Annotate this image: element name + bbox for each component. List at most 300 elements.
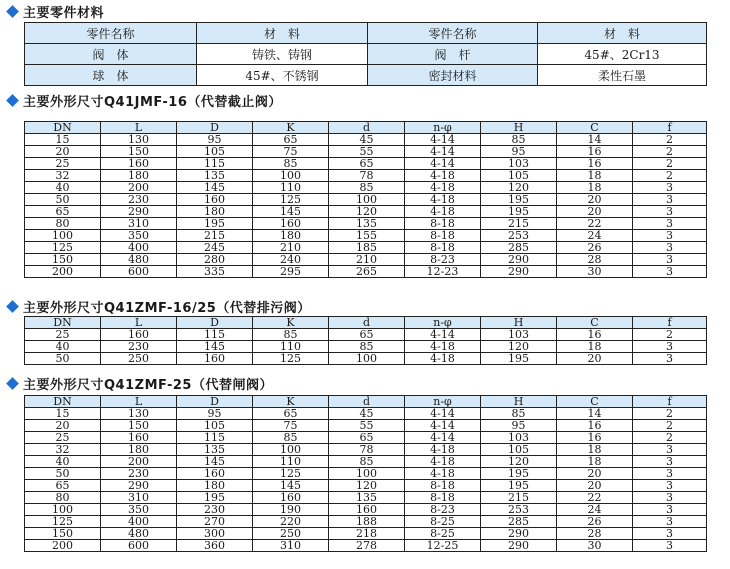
table-cell: 105 bbox=[481, 444, 557, 456]
materials-table bbox=[24, 22, 707, 86]
table-cell: 120 bbox=[481, 456, 557, 468]
table-cell: 160 bbox=[101, 158, 177, 170]
table-cell: 160 bbox=[101, 432, 177, 444]
header-cell: K bbox=[253, 317, 329, 329]
diamond-bullet-icon bbox=[6, 377, 19, 390]
table-row bbox=[25, 134, 707, 146]
table-cell: 16 bbox=[557, 432, 633, 444]
table-cell: 30 bbox=[557, 540, 633, 552]
table-cell: 110 bbox=[253, 456, 329, 468]
table-cell: 25 bbox=[25, 432, 101, 444]
table-row bbox=[25, 504, 707, 516]
table-cell: 400 bbox=[101, 516, 177, 528]
table-cell: 2 bbox=[633, 158, 707, 170]
table-row bbox=[25, 206, 707, 218]
header-cell: K bbox=[253, 122, 329, 134]
table-cell: 253 bbox=[481, 504, 557, 516]
table-cell: 50 bbox=[25, 353, 101, 365]
table-cell: 160 bbox=[177, 468, 253, 480]
table-cell: 14 bbox=[557, 408, 633, 420]
table-cell: 250 bbox=[101, 353, 177, 365]
table-cell: 95 bbox=[481, 146, 557, 158]
table-cell: 350 bbox=[101, 504, 177, 516]
header-cell: 零件名称 bbox=[25, 23, 197, 44]
table-cell: 4-14 bbox=[405, 408, 481, 420]
table-cell: 85 bbox=[481, 408, 557, 420]
header-cell: L bbox=[101, 317, 177, 329]
table-cell: 125 bbox=[25, 242, 101, 254]
table-cell: 200 bbox=[101, 182, 177, 194]
table-row bbox=[25, 182, 707, 194]
table-cell: 120 bbox=[481, 182, 557, 194]
table-cell: 32 bbox=[25, 170, 101, 182]
table-cell: 145 bbox=[177, 456, 253, 468]
table-cell: 55 bbox=[329, 146, 405, 158]
table-cell: 20 bbox=[557, 206, 633, 218]
q41jmf-title: 主要外形尺寸Q41JMF-16（代替截止阀） bbox=[23, 94, 282, 110]
table-cell: 215 bbox=[481, 218, 557, 230]
table-cell: 2 bbox=[633, 170, 707, 182]
header-cell: L bbox=[101, 122, 177, 134]
header-cell: D bbox=[177, 122, 253, 134]
table-cell: 100 bbox=[329, 468, 405, 480]
table-cell: 3 bbox=[633, 266, 707, 278]
header-cell: C bbox=[557, 317, 633, 329]
table-cell: 3 bbox=[633, 194, 707, 206]
table-cell: 135 bbox=[329, 492, 405, 504]
table-cell: 85 bbox=[329, 341, 405, 353]
q41jmf-heading bbox=[6, 91, 282, 109]
table-cell: 160 bbox=[101, 329, 177, 341]
table-cell: 290 bbox=[481, 254, 557, 266]
table-cell: 20 bbox=[557, 480, 633, 492]
table-cell: 160 bbox=[253, 492, 329, 504]
table-cell: 25 bbox=[25, 158, 101, 170]
table-cell: 125 bbox=[253, 353, 329, 365]
table-cell: 8-25 bbox=[405, 528, 481, 540]
table-cell: 195 bbox=[177, 218, 253, 230]
table-cell: 195 bbox=[481, 468, 557, 480]
table-cell: 105 bbox=[177, 146, 253, 158]
table-cell: 3 bbox=[633, 492, 707, 504]
table-cell: 115 bbox=[177, 432, 253, 444]
table-cell: 110 bbox=[253, 341, 329, 353]
table-cell: 阀 杆 bbox=[368, 44, 538, 65]
table-cell: 3 bbox=[633, 341, 707, 353]
table-cell: 85 bbox=[481, 134, 557, 146]
table-cell: 20 bbox=[25, 420, 101, 432]
table-header-row bbox=[25, 396, 707, 408]
table-cell: 210 bbox=[253, 242, 329, 254]
table-cell: 2 bbox=[633, 146, 707, 158]
table-cell: 103 bbox=[481, 432, 557, 444]
table-row bbox=[25, 158, 707, 170]
table-cell: 3 bbox=[633, 444, 707, 456]
table-cell: 310 bbox=[101, 492, 177, 504]
q41zmf-25-heading bbox=[6, 374, 273, 392]
table-cell: 135 bbox=[177, 444, 253, 456]
table-cell: 20 bbox=[557, 353, 633, 365]
table-cell: 85 bbox=[329, 456, 405, 468]
table-row bbox=[25, 408, 707, 420]
table-cell: 24 bbox=[557, 230, 633, 242]
table-cell: 100 bbox=[329, 353, 405, 365]
table-cell: 18 bbox=[557, 341, 633, 353]
table-row bbox=[25, 254, 707, 266]
table-cell: 285 bbox=[481, 516, 557, 528]
table-cell: 8-18 bbox=[405, 218, 481, 230]
table-cell: 145 bbox=[253, 480, 329, 492]
table-cell: 160 bbox=[329, 504, 405, 516]
table-cell: 16 bbox=[557, 420, 633, 432]
table-cell: 600 bbox=[101, 540, 177, 552]
table-cell: 8-25 bbox=[405, 516, 481, 528]
table-cell: 130 bbox=[101, 408, 177, 420]
header-cell: 材 料 bbox=[538, 23, 707, 44]
header-cell: f bbox=[633, 317, 707, 329]
header-cell: DN bbox=[25, 122, 101, 134]
table-cell: 290 bbox=[481, 540, 557, 552]
table-cell: 16 bbox=[557, 146, 633, 158]
table-cell: 2 bbox=[633, 134, 707, 146]
diamond-bullet-icon bbox=[6, 5, 19, 18]
table-cell: 3 bbox=[633, 182, 707, 194]
table-cell: 20 bbox=[557, 468, 633, 480]
table-cell: 65 bbox=[25, 480, 101, 492]
header-cell: D bbox=[177, 317, 253, 329]
table-cell: 40 bbox=[25, 456, 101, 468]
table-cell: 215 bbox=[481, 492, 557, 504]
table-cell: 柔性石墨 bbox=[538, 65, 707, 86]
header-cell: H bbox=[481, 317, 557, 329]
table-cell: 3 bbox=[633, 540, 707, 552]
table-cell: 4-18 bbox=[405, 206, 481, 218]
table-cell: 155 bbox=[329, 230, 405, 242]
table-cell: 28 bbox=[557, 254, 633, 266]
materials-heading bbox=[6, 2, 104, 20]
table-row bbox=[25, 341, 707, 353]
table-cell: 310 bbox=[253, 540, 329, 552]
table-cell: 200 bbox=[25, 540, 101, 552]
table-cell: 26 bbox=[557, 516, 633, 528]
header-cell: f bbox=[633, 122, 707, 134]
table-cell: 2 bbox=[633, 329, 707, 341]
table-cell: 270 bbox=[177, 516, 253, 528]
materials-title: 主要零件材料 bbox=[23, 5, 105, 21]
dimension-table-q41zmf-16-25 bbox=[24, 316, 707, 365]
table-cell: 100 bbox=[25, 230, 101, 242]
table-cell: 200 bbox=[101, 456, 177, 468]
table-cell: 8-18 bbox=[405, 230, 481, 242]
table-row bbox=[25, 266, 707, 278]
header-cell: C bbox=[557, 122, 633, 134]
table-cell: 12-23 bbox=[405, 266, 481, 278]
table-header-row bbox=[25, 317, 707, 329]
table-cell: 95 bbox=[177, 134, 253, 146]
table-cell: 65 bbox=[329, 432, 405, 444]
table-cell: 8-18 bbox=[405, 492, 481, 504]
table-cell: 125 bbox=[253, 468, 329, 480]
header-cell: n-φ bbox=[405, 122, 481, 134]
table-cell: 4-14 bbox=[405, 329, 481, 341]
header-cell: DN bbox=[25, 396, 101, 408]
table-cell: 80 bbox=[25, 492, 101, 504]
table-cell: 160 bbox=[177, 194, 253, 206]
table-cell: 3 bbox=[633, 353, 707, 365]
table-cell: 3 bbox=[633, 242, 707, 254]
table-cell: 195 bbox=[481, 194, 557, 206]
table-row bbox=[25, 353, 707, 365]
diamond-bullet-icon bbox=[6, 300, 19, 313]
table-cell: 28 bbox=[557, 528, 633, 540]
table-cell: 150 bbox=[25, 528, 101, 540]
table-cell: 3 bbox=[633, 516, 707, 528]
table-cell: 125 bbox=[253, 194, 329, 206]
table-cell: 160 bbox=[253, 218, 329, 230]
q41zmf-25-title: 主要外形尺寸Q41ZMF-25（代替闸阀） bbox=[23, 377, 273, 393]
table-cell: 180 bbox=[177, 480, 253, 492]
table-cell: 26 bbox=[557, 242, 633, 254]
table-cell: 195 bbox=[481, 206, 557, 218]
header-cell: H bbox=[481, 396, 557, 408]
table-cell: 185 bbox=[329, 242, 405, 254]
table-cell: 160 bbox=[177, 353, 253, 365]
table-row bbox=[25, 65, 707, 86]
table-cell: 78 bbox=[329, 444, 405, 456]
table-cell: 16 bbox=[557, 329, 633, 341]
table-cell: 100 bbox=[253, 444, 329, 456]
table-cell: 4-14 bbox=[405, 134, 481, 146]
table-cell: 120 bbox=[329, 206, 405, 218]
table-cell: 密封材料 bbox=[368, 65, 538, 86]
header-cell: n-φ bbox=[405, 317, 481, 329]
table-cell: 45#、不锈钢 bbox=[197, 65, 368, 86]
table-cell: 150 bbox=[101, 420, 177, 432]
table-cell: 20 bbox=[557, 194, 633, 206]
table-row bbox=[25, 44, 707, 65]
table-cell: 阀 体 bbox=[25, 44, 197, 65]
table-cell: 180 bbox=[253, 230, 329, 242]
table-cell: 8-18 bbox=[405, 480, 481, 492]
table-cell: 4-14 bbox=[405, 158, 481, 170]
dimension-table-q41jmf-16 bbox=[24, 121, 707, 278]
table-cell: 188 bbox=[329, 516, 405, 528]
header-cell: DN bbox=[25, 317, 101, 329]
table-cell: 2 bbox=[633, 432, 707, 444]
header-cell: H bbox=[481, 122, 557, 134]
header-cell: n-φ bbox=[405, 396, 481, 408]
table-cell: 4-18 bbox=[405, 444, 481, 456]
table-cell: 50 bbox=[25, 468, 101, 480]
table-cell: 103 bbox=[481, 158, 557, 170]
table-row bbox=[25, 432, 707, 444]
q41zmf-16-25-title: 主要外形尺寸Q41ZMF-16/25（代替排污阀） bbox=[23, 300, 311, 316]
table-row bbox=[25, 444, 707, 456]
table-cell: 215 bbox=[177, 230, 253, 242]
table-cell: 4-14 bbox=[405, 420, 481, 432]
table-cell: 25 bbox=[25, 329, 101, 341]
table-cell: 85 bbox=[253, 329, 329, 341]
table-cell: 50 bbox=[25, 194, 101, 206]
table-cell: 295 bbox=[253, 266, 329, 278]
table-cell: 8-18 bbox=[405, 242, 481, 254]
table-cell: 135 bbox=[329, 218, 405, 230]
table-cell: 30 bbox=[557, 266, 633, 278]
table-cell: 2 bbox=[633, 420, 707, 432]
table-row bbox=[25, 492, 707, 504]
table-cell: 4-18 bbox=[405, 194, 481, 206]
table-cell: 400 bbox=[101, 242, 177, 254]
table-cell: 65 bbox=[253, 134, 329, 146]
table-cell: 14 bbox=[557, 134, 633, 146]
table-cell: 32 bbox=[25, 444, 101, 456]
table-header-row bbox=[25, 122, 707, 134]
table-cell: 265 bbox=[329, 266, 405, 278]
table-cell: 4-18 bbox=[405, 182, 481, 194]
table-cell: 球 体 bbox=[25, 65, 197, 86]
table-cell: 180 bbox=[101, 444, 177, 456]
table-cell: 40 bbox=[25, 341, 101, 353]
table-cell: 15 bbox=[25, 134, 101, 146]
table-cell: 218 bbox=[329, 528, 405, 540]
header-cell: 零件名称 bbox=[368, 23, 538, 44]
table-cell: 18 bbox=[557, 456, 633, 468]
table-cell: 4-18 bbox=[405, 353, 481, 365]
table-cell: 105 bbox=[177, 420, 253, 432]
table-cell: 285 bbox=[481, 242, 557, 254]
table-cell: 45#、2Cr13 bbox=[538, 44, 707, 65]
table-cell: 100 bbox=[329, 194, 405, 206]
table-row bbox=[25, 170, 707, 182]
table-row bbox=[25, 516, 707, 528]
table-cell: 18 bbox=[557, 444, 633, 456]
table-cell: 85 bbox=[253, 432, 329, 444]
table-cell: 75 bbox=[253, 420, 329, 432]
table-cell: 125 bbox=[25, 516, 101, 528]
table-cell: 135 bbox=[177, 170, 253, 182]
diamond-bullet-icon bbox=[6, 94, 19, 107]
table-cell: 18 bbox=[557, 170, 633, 182]
table-cell: 195 bbox=[481, 353, 557, 365]
table-row bbox=[25, 329, 707, 341]
table-cell: 145 bbox=[177, 182, 253, 194]
table-cell: 120 bbox=[329, 480, 405, 492]
table-cell: 4-14 bbox=[405, 432, 481, 444]
header-cell: f bbox=[633, 396, 707, 408]
table-cell: 15 bbox=[25, 408, 101, 420]
table-cell: 230 bbox=[101, 468, 177, 480]
table-cell: 24 bbox=[557, 504, 633, 516]
table-cell: 115 bbox=[177, 329, 253, 341]
table-cell: 230 bbox=[177, 504, 253, 516]
table-cell: 4-14 bbox=[405, 146, 481, 158]
table-cell: 360 bbox=[177, 540, 253, 552]
table-cell: 195 bbox=[481, 480, 557, 492]
table-cell: 103 bbox=[481, 329, 557, 341]
table-cell: 120 bbox=[481, 341, 557, 353]
table-cell: 195 bbox=[177, 492, 253, 504]
dimension-table-q41zmf-25 bbox=[24, 395, 707, 552]
table-cell: 100 bbox=[25, 504, 101, 516]
table-cell: 250 bbox=[253, 528, 329, 540]
table-cell: 3 bbox=[633, 528, 707, 540]
table-cell: 100 bbox=[253, 170, 329, 182]
table-cell: 278 bbox=[329, 540, 405, 552]
table-row bbox=[25, 456, 707, 468]
table-cell: 8-23 bbox=[405, 254, 481, 266]
table-cell: 350 bbox=[101, 230, 177, 242]
table-row bbox=[25, 242, 707, 254]
table-cell: 310 bbox=[101, 218, 177, 230]
table-cell: 65 bbox=[329, 158, 405, 170]
table-cell: 3 bbox=[633, 206, 707, 218]
table-cell: 85 bbox=[329, 182, 405, 194]
table-cell: 4-18 bbox=[405, 341, 481, 353]
table-cell: 78 bbox=[329, 170, 405, 182]
table-cell: 290 bbox=[481, 266, 557, 278]
table-cell: 16 bbox=[557, 158, 633, 170]
table-cell: 115 bbox=[177, 158, 253, 170]
table-cell: 95 bbox=[481, 420, 557, 432]
table-cell: 105 bbox=[481, 170, 557, 182]
table-row bbox=[25, 146, 707, 158]
table-cell: 铸铁、铸钢 bbox=[197, 44, 368, 65]
header-cell: K bbox=[253, 396, 329, 408]
table-cell: 253 bbox=[481, 230, 557, 242]
table-cell: 65 bbox=[25, 206, 101, 218]
table-cell: 3 bbox=[633, 254, 707, 266]
materials-header-row bbox=[25, 23, 707, 44]
table-cell: 40 bbox=[25, 182, 101, 194]
table-cell: 190 bbox=[253, 504, 329, 516]
table-cell: 22 bbox=[557, 492, 633, 504]
table-cell: 75 bbox=[253, 146, 329, 158]
header-cell: d bbox=[329, 396, 405, 408]
table-cell: 3 bbox=[633, 456, 707, 468]
table-cell: 4-18 bbox=[405, 468, 481, 480]
table-cell: 130 bbox=[101, 134, 177, 146]
table-row bbox=[25, 194, 707, 206]
header-cell: d bbox=[329, 317, 405, 329]
table-cell: 230 bbox=[101, 194, 177, 206]
table-cell: 245 bbox=[177, 242, 253, 254]
table-cell: 230 bbox=[101, 341, 177, 353]
table-cell: 145 bbox=[177, 341, 253, 353]
table-row bbox=[25, 420, 707, 432]
table-cell: 20 bbox=[25, 146, 101, 158]
table-cell: 150 bbox=[25, 254, 101, 266]
table-row bbox=[25, 218, 707, 230]
header-cell: d bbox=[329, 122, 405, 134]
table-cell: 335 bbox=[177, 266, 253, 278]
table-cell: 3 bbox=[633, 480, 707, 492]
header-cell: 材 料 bbox=[197, 23, 368, 44]
table-cell: 4-18 bbox=[405, 170, 481, 182]
table-cell: 85 bbox=[253, 158, 329, 170]
table-cell: 110 bbox=[253, 182, 329, 194]
table-cell: 2 bbox=[633, 408, 707, 420]
table-cell: 3 bbox=[633, 218, 707, 230]
table-cell: 3 bbox=[633, 504, 707, 516]
table-cell: 200 bbox=[25, 266, 101, 278]
table-cell: 3 bbox=[633, 230, 707, 242]
table-cell: 4-18 bbox=[405, 456, 481, 468]
table-row bbox=[25, 480, 707, 492]
table-cell: 290 bbox=[481, 528, 557, 540]
table-cell: 180 bbox=[177, 206, 253, 218]
table-cell: 22 bbox=[557, 218, 633, 230]
table-cell: 180 bbox=[101, 170, 177, 182]
